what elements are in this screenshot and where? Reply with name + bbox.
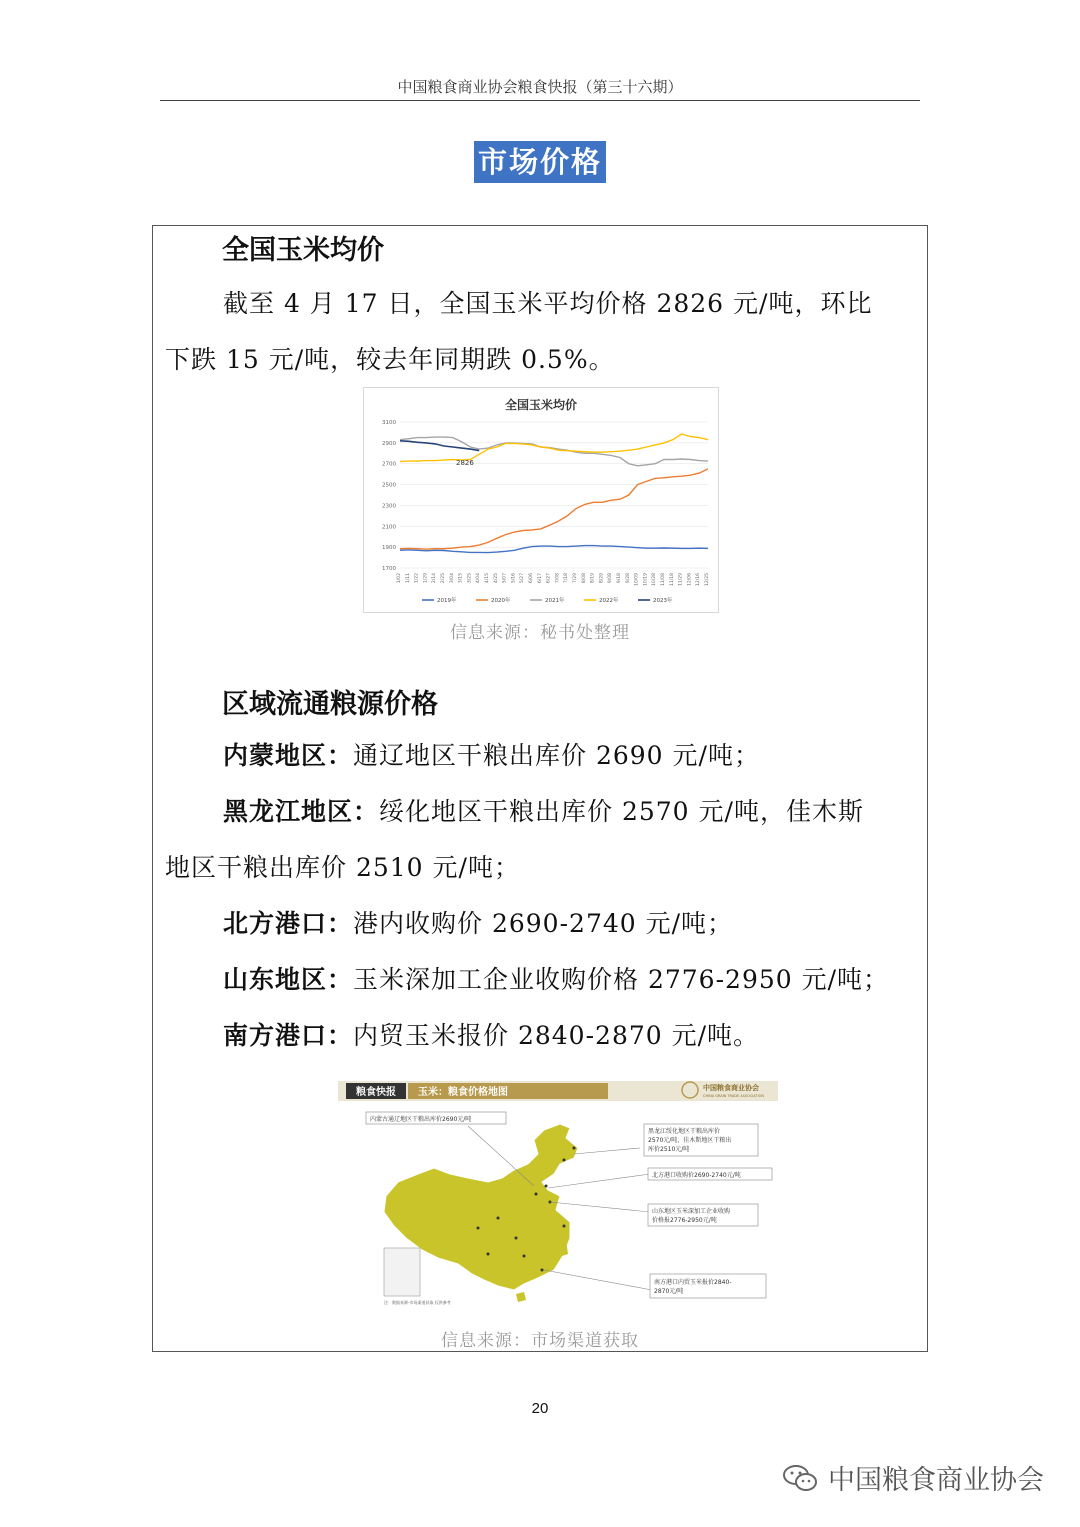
para-line-2: 下跌 15 元/吨，较去年同期跌 0.5%。 <box>165 345 615 374</box>
running-header: 中国粮食商业协会粮食快报（第三十六期） <box>397 78 683 96</box>
chart-annotation-2826: 2826 <box>456 459 474 467</box>
south-port-label: 南方港口： <box>223 1021 354 1050</box>
chart-xtick-label: 3/25 <box>467 573 473 584</box>
corn-price-chart <box>363 387 719 613</box>
map-svg <box>338 1078 778 1308</box>
chart-xtick-label: 2/14 <box>432 573 438 584</box>
chart-xtick-label: 5/27 <box>520 573 526 584</box>
chart-xtick-label: 6/27 <box>546 573 552 584</box>
page-number: 20 <box>531 1400 549 1417</box>
chart-xtick-label: 9/18 <box>617 573 622 584</box>
hlj-text-line1: 绥化地区干粮出库价 2570 元/吨，佳木斯 <box>379 797 864 826</box>
neimeng-text: 通辽地区干粮出库价 2690 元/吨； <box>353 741 760 770</box>
chart-xtick-label: 1/02 <box>397 573 402 584</box>
national-price-paragraph <box>165 276 915 388</box>
chart-xtick-label: 8/08 <box>581 573 587 584</box>
callout-neimeng: 内蒙古通辽地区干粮出库价2690元/吨 <box>370 1116 472 1123</box>
chart-xtick-label: 10/09 <box>634 573 640 586</box>
chart-ytick-label: 2300 <box>382 503 396 510</box>
map-logo-text: 中国粮食商业协会 <box>703 1084 759 1092</box>
para-line-1: 截至 4 月 17 日，全国玉米平均价格 2826 元/吨，环比 <box>223 289 873 318</box>
chart-series-line-2020年 <box>400 469 708 549</box>
chart-xtick-label: 9/08 <box>608 573 614 584</box>
chart-xtick-label: 8/19 <box>590 573 596 584</box>
chart-ytick-label: 2500 <box>382 482 396 489</box>
callout-south-line1: 南方港口内贸玉米报价2840- <box>654 1279 732 1286</box>
map-source-note: 注：数据来源-市场渠道获取 仅供参考 <box>384 1300 451 1305</box>
wechat-icon <box>782 1463 820 1493</box>
north-port-label: 北方港口： <box>223 909 354 938</box>
map-logo-sub: CHINA GRAIN TRADE ASSOCIATION <box>703 1094 764 1098</box>
corn-price-map <box>338 1078 778 1308</box>
chart-xtick-label: 1/29 <box>423 573 429 584</box>
chart-xtick-label: 7/18 <box>564 573 570 584</box>
chart-xtick-label: 7/29 <box>573 573 578 584</box>
map-tab-right: 玉米：粮食价格地图 <box>418 1087 508 1098</box>
callout-sd-line1: 山东地区玉米深加工企业收购 <box>652 1208 731 1215</box>
chart-xtick-label: 4/25 <box>493 573 499 584</box>
chart-xtick-label: 10/28 <box>652 573 658 586</box>
chart-xtick-label: 11/29 <box>678 573 684 586</box>
chart-xtick-label: 12/16 <box>696 573 702 586</box>
chart-xtick-label: 3/04 <box>449 573 455 584</box>
chart-xtick-label: 7/08 <box>555 573 561 584</box>
map-tab-left: 粮食快报 <box>356 1087 396 1098</box>
chart-legend-label: 2022年 <box>599 598 619 604</box>
header-divider <box>160 100 920 101</box>
wechat-watermark <box>782 1458 1044 1497</box>
chart-legend-label: 2023年 <box>653 598 673 604</box>
chart-xtick-label: 1/11 <box>405 573 411 584</box>
chart-legend-label: 2020年 <box>491 598 511 604</box>
chart-xtick-label: 4/15 <box>485 573 490 584</box>
chart-xtick-label: 5/16 <box>511 573 517 584</box>
chart-legend-label: 2021年 <box>545 598 565 604</box>
callout-hlj-line2: 2570元/吨，佳木斯地区干粮出 <box>648 1137 732 1144</box>
heading-regional-price: 区域流通粮源价格 <box>222 689 438 720</box>
watermark-text: 中国粮食商业协会 <box>828 1465 1044 1496</box>
chart-ytick-label: 2900 <box>382 440 396 447</box>
heading-national-corn-price: 全国玉米均价 <box>222 235 384 266</box>
north-port-text: 港内收购价 2690-2740 元/吨； <box>353 909 734 938</box>
chart-ytick-label: 1900 <box>382 545 396 552</box>
chart-xtick-label: 9/28 <box>625 573 631 584</box>
chart-legend-label: 2019年 <box>437 598 457 604</box>
chart-ytick-label: 1700 <box>382 566 396 572</box>
chart-series-line-2021年 <box>400 437 708 466</box>
neimeng-label: 内蒙地区： <box>223 741 354 770</box>
chart-title: 全国玉米均价 <box>504 398 578 412</box>
chart-source-caption: 信息来源：秘书处整理 <box>450 623 630 643</box>
hlj-text-line2: 地区干粮出库价 2510 元/吨； <box>165 853 520 882</box>
chart-xtick-label: 12/25 <box>705 573 710 586</box>
chart-ytick-label: 2100 <box>382 524 396 531</box>
chart-xtick-label: 4/04 <box>476 573 482 584</box>
chart-xtick-label: 10/19 <box>643 573 649 586</box>
hainan-island-shape <box>516 1292 526 1302</box>
south-sea-inset <box>384 1248 420 1296</box>
chart-xtick-label: 8/29 <box>599 573 605 584</box>
chart-xtick-label: 3/15 <box>458 573 464 584</box>
chart-xtick-label: 2/25 <box>441 573 446 584</box>
chart-xtick-label: 12/06 <box>687 573 693 586</box>
chart-xtick-label: 5/07 <box>502 573 508 584</box>
callout-hlj-line3: 库价2510元/吨 <box>648 1146 690 1153</box>
map-source-caption: 信息来源：市场渠道获取 <box>441 1331 639 1351</box>
section-banner: 市场价格 <box>474 141 606 183</box>
chart-xtick-label: 6/06 <box>529 573 534 584</box>
south-port-text: 内贸玉米报价 2840-2870 元/吨。 <box>353 1021 760 1050</box>
shandong-text: 玉米深加工企业收购价格 2776-2950 元/吨； <box>353 965 890 994</box>
callout-sd-line2: 价格报2776-2950元/吨 <box>652 1217 717 1224</box>
hlj-label: 黑龙江地区： <box>223 797 380 826</box>
chart-xtick-label: 6/17 <box>537 573 543 584</box>
chart-xtick-label: 1/22 <box>414 573 420 584</box>
shandong-label: 山东地区： <box>223 965 354 994</box>
chart-ytick-label: 2700 <box>382 461 396 468</box>
callout-hlj-line1: 黑龙江绥化地区干粮出库价 <box>648 1128 721 1135</box>
chart-svg <box>364 388 718 612</box>
chart-xtick-label: 11/08 <box>661 573 666 586</box>
callout-north: 北方港口收购价2690-2740元/吨 <box>652 1172 741 1179</box>
regional-price-paragraph <box>165 728 915 1064</box>
callout-south-line2: 2870元/吨 <box>654 1288 684 1295</box>
chart-xtick-label: 11/18 <box>669 573 675 586</box>
chart-ytick-label: 3100 <box>382 420 396 426</box>
